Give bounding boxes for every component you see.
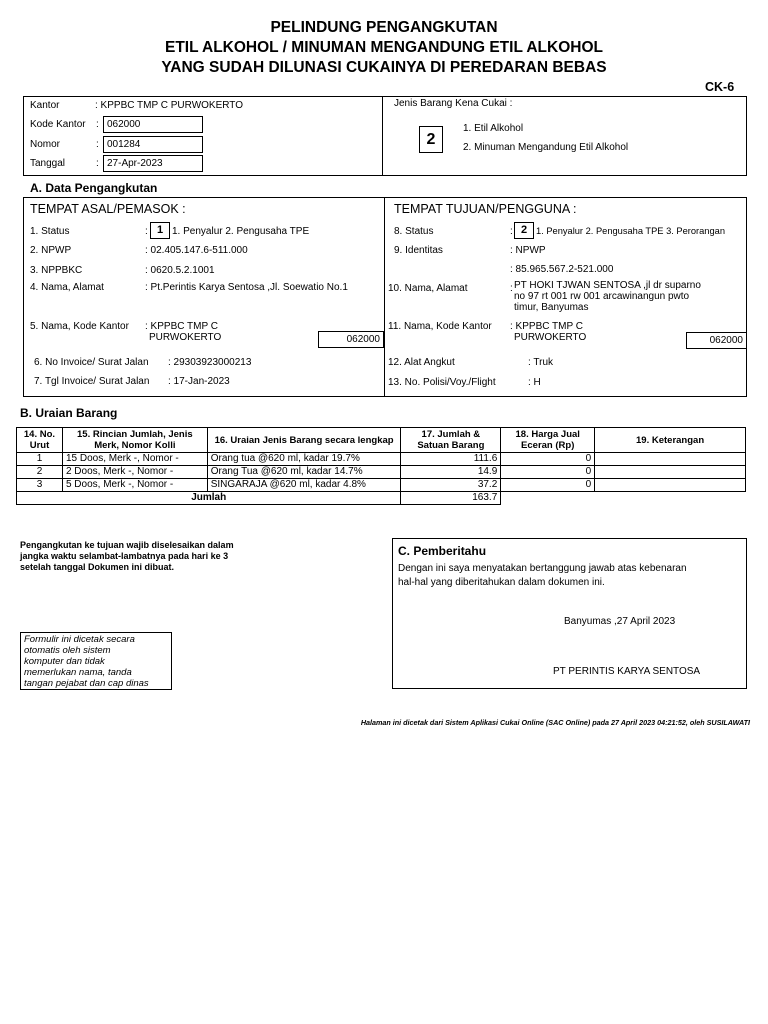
notice-line-3: setelah tanggal Dokumen ini dibuat.	[20, 562, 175, 572]
asal-status-colon: :	[145, 226, 148, 237]
title-line-1: PELINDUNG PENGANGKUTAN	[270, 19, 498, 36]
row-rincian: 15 Doos, Merk -, Nomor -	[62, 453, 207, 466]
items-table	[16, 427, 746, 505]
tujuan-angkut-label: 12. Alat Angkut	[388, 357, 455, 368]
total-empty	[501, 492, 746, 505]
table-row	[17, 453, 746, 466]
tanggal-colon: :	[96, 158, 99, 169]
kode-kantor-field: 062000	[103, 116, 203, 133]
section-c-line-1: Dengan ini saya menyatakan bertanggung jawab atas kebenaran	[398, 563, 687, 574]
col-no: 14. No. Urut	[17, 428, 63, 453]
title-line-3: YANG SUDAH DILUNASI CUKAINYA DI PEREDARAN BEBAS	[161, 59, 607, 76]
table-row	[17, 479, 746, 492]
table-row	[17, 466, 746, 479]
asal-nama-value: : Pt.Perintis Karya Sentosa ,Jl. Soewatio No.1	[145, 282, 348, 293]
tujuan-angkut-value: : Truk	[528, 357, 554, 368]
section-a-divider	[384, 197, 385, 397]
tujuan-nama-value-3: timur, Banyumas	[514, 302, 589, 313]
tujuan-identitas-value: : NPWP	[510, 245, 546, 256]
notice-line-2: jangka waktu selambat-lambatnya pada hari ke 3	[20, 551, 229, 561]
footer-text: Halaman ini dicetak dari Sistem Aplikasi Cukai Online (SAC Online) pada 27 April 2023 04:21:52, oleh SUSILAWATI	[360, 718, 750, 727]
asal-nama-label: 4. Nama, Alamat	[30, 282, 104, 293]
notice-text	[20, 540, 234, 573]
asal-invoice-value: : 29303923000213	[168, 357, 252, 368]
asal-status-options: 1. Penyalur 2. Pengusaha TPE	[172, 226, 310, 237]
row-uraian: SINGARAJA @620 ml, kadar 4.8%	[207, 479, 401, 492]
tujuan-nama-value-2: no 97 rt 001 rw 001 arcawinangun pwto	[514, 291, 690, 302]
asal-nppbkc-value: : 0620.5.2.1001	[145, 265, 215, 276]
col-jumlah: 17. Jumlah & Satuan Barang	[401, 428, 501, 453]
tujuan-status-colon: :	[510, 226, 513, 237]
jenis-label: Jenis Barang Kena Cukai :	[394, 98, 513, 109]
row-uraian: Orang tua @620 ml, kadar 19.7%	[207, 453, 401, 466]
tujuan-kantor-label: 11. Nama, Kode Kantor	[388, 321, 492, 332]
tujuan-status-box: 2	[514, 222, 534, 239]
row-jumlah: 37.2	[401, 479, 501, 492]
nomor-field: 001284	[103, 136, 203, 153]
kantor-value: : KPPBC TMP C PURWOKERTO	[95, 100, 243, 111]
form-code: CK-6	[705, 80, 735, 94]
disclaimer-box	[20, 632, 172, 690]
asal-tgl-value: : 17-Jan-2023	[168, 376, 230, 387]
row-keterangan	[595, 466, 746, 479]
asal-invoice-label: 6. No Invoice/ Surat Jalan	[34, 357, 149, 368]
col-uraian: 16. Uraian Jenis Barang secara lengkap	[207, 428, 401, 453]
kode-kantor-label: Kode Kantor	[30, 119, 86, 130]
disclaimer-line-5: tangan pejabat dan cap dinas	[24, 678, 149, 689]
tujuan-identitas-label: 9. Identitas	[394, 245, 443, 256]
row-harga: 0	[501, 453, 595, 466]
asal-npwp-label: 2. NPWP	[30, 245, 72, 256]
jenis-value-box: 2	[419, 126, 443, 153]
asal-kantor-code: 062000	[318, 331, 384, 348]
section-c-line-2: hal-hal yang diberitahukan dalam dokumen ini.	[398, 577, 605, 588]
col-harga: 18. Harga Jual Eceran (Rp)	[501, 428, 595, 453]
row-harga: 0	[501, 479, 595, 492]
disclaimer-line-2: otomatis oleh sistem	[24, 645, 111, 656]
tujuan-npwp-value: : 85.965.567.2-521.000	[510, 264, 614, 275]
asal-title: TEMPAT ASAL/PEMASOK :	[30, 202, 186, 216]
row-keterangan	[595, 479, 746, 492]
jenis-option-1: 1. Etil Alkohol	[463, 123, 524, 134]
place-date: Banyumas ,27 April 2023	[564, 616, 676, 627]
disclaimer-line-3: komputer dan tidak	[24, 656, 105, 667]
tujuan-status-options: 1. Penyalur 2. Pengusaha TPE 3. Perorangan	[536, 226, 725, 236]
tujuan-polisi-value: : H	[528, 377, 541, 388]
total-label: Jumlah	[17, 492, 401, 505]
kode-colon: :	[96, 119, 99, 130]
kantor-label: Kantor	[30, 100, 60, 111]
section-b-heading: B. Uraian Barang	[20, 406, 118, 420]
title-line-2: ETIL ALKOHOL / MINUMAN MENGANDUNG ETIL ALKOHOL	[164, 39, 603, 56]
tujuan-nama-label: 10. Nama, Alamat	[388, 283, 468, 294]
col-rincian: 15. Rincian Jumlah, Jenis Merk, Nomor Kolli	[62, 428, 207, 453]
asal-status-box: 1	[150, 222, 170, 239]
tujuan-nama-colon: :	[510, 283, 513, 294]
col-keterangan: 19. Keterangan	[595, 428, 746, 453]
tanggal-label: Tanggal	[30, 158, 66, 169]
row-no: 3	[17, 479, 63, 492]
asal-tgl-label: 7. Tgl Invoice/ Surat Jalan	[34, 376, 150, 387]
asal-nppbkc-label: 3. NPPBKC	[30, 265, 83, 276]
asal-status-label: 1. Status	[30, 226, 70, 237]
row-harga: 0	[501, 466, 595, 479]
total-row	[17, 492, 746, 505]
row-rincian: 2 Doos, Merk -, Nomor -	[62, 466, 207, 479]
asal-kantor-label: 5. Nama, Kode Kantor	[30, 321, 129, 332]
tujuan-title: TEMPAT TUJUAN/PENGGUNA :	[394, 202, 577, 216]
asal-npwp-value: : 02.405.147.6-511.000	[145, 245, 248, 256]
row-uraian: Orang Tua @620 ml, kadar 14.7%	[207, 466, 401, 479]
section-a-heading: A. Data Pengangkutan	[30, 181, 158, 195]
tujuan-nama-value-1: PT HOKI TJWAN SENTOSA ,jl dr suparno	[514, 280, 701, 291]
row-jumlah: 111.6	[401, 453, 501, 466]
nomor-label: Nomor	[30, 139, 61, 150]
asal-kantor-value-2: PURWOKERTO	[149, 332, 222, 343]
disclaimer-line-4: memerlukan nama, tanda	[24, 667, 132, 678]
jenis-option-2: 2. Minuman Mengandung Etil Alkohol	[463, 142, 629, 153]
row-jumlah: 14.9	[401, 466, 501, 479]
tujuan-status-label: 8. Status	[394, 226, 434, 237]
items-header-row	[17, 428, 746, 453]
row-rincian: 5 Doos, Merk -, Nomor -	[62, 479, 207, 492]
section-c-heading: C. Pemberitahu	[398, 544, 487, 558]
row-no: 2	[17, 466, 63, 479]
tujuan-kantor-value-1: : KPPBC TMP C	[510, 321, 583, 332]
tujuan-polisi-label: 13. No. Polisi/Voy./Flight	[388, 377, 496, 388]
total-value: 163.7	[401, 492, 501, 505]
tujuan-kantor-code: 062000	[686, 332, 747, 349]
office-divider	[382, 96, 383, 176]
company-name: PT PERINTIS KARYA SENTOSA	[553, 666, 701, 677]
nomor-colon: :	[96, 139, 99, 150]
asal-kantor-value-1: : KPPBC TMP C	[145, 321, 218, 332]
notice-line-1: Pengangkutan ke tujuan wajib diselesaikan dalam	[20, 540, 234, 550]
row-keterangan	[595, 453, 746, 466]
disclaimer-line-1: Formulir ini dicetak secara	[24, 634, 135, 645]
tanggal-field: 27-Apr-2023	[103, 155, 203, 172]
row-no: 1	[17, 453, 63, 466]
tujuan-kantor-value-2: PURWOKERTO	[514, 332, 587, 343]
